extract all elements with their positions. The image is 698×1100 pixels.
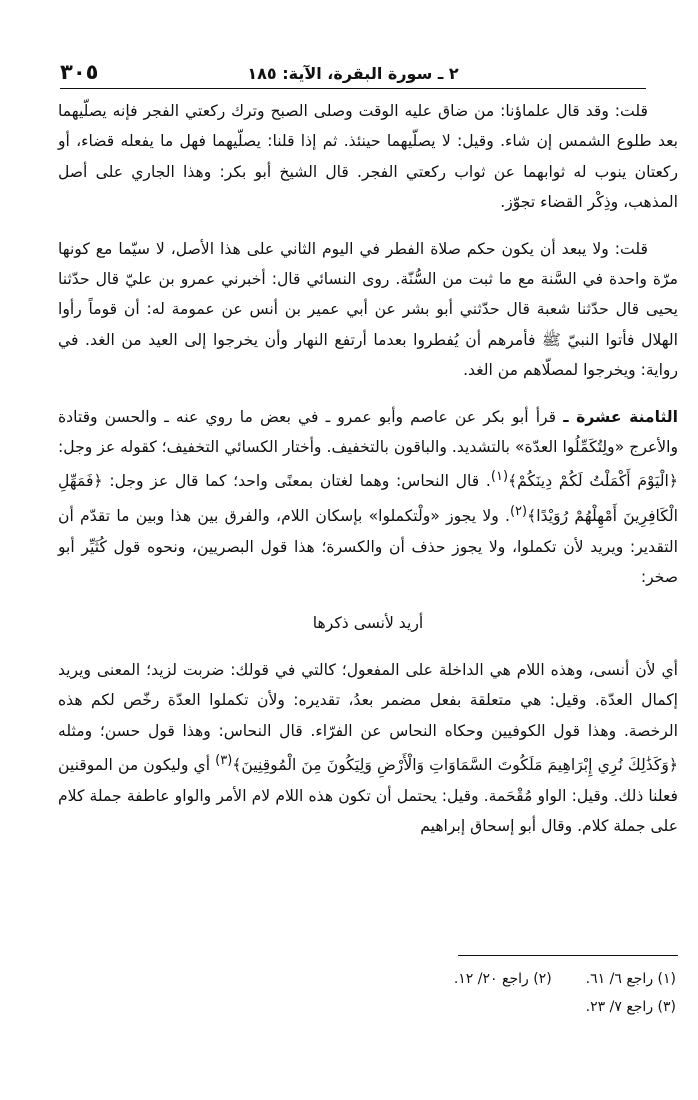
footnote-ref-1: (١) bbox=[490, 469, 509, 485]
footnote-divider bbox=[458, 955, 678, 956]
page-number: ٣٠٥ bbox=[60, 60, 99, 84]
section-eighteen bbox=[58, 402, 678, 593]
closing-paragraph bbox=[58, 655, 678, 842]
main-text bbox=[58, 96, 678, 858]
running-title: ٢ ـ سورة البقرة، الآية: ١٨٥ bbox=[247, 64, 459, 83]
footnote-1: (١) راجع ٦/ ٦١. bbox=[585, 971, 676, 987]
footnote-2: (٢) راجع ٢٠/ ١٢. bbox=[453, 971, 552, 987]
paragraph-2: قلت: ولا يبعد أن يكون حكم صلاة الفطر في اليوم الثاني على هذا الأصل، لا سيّما مع كونها مرّة واحدة في السَّنة مع ما ثبت من السُّنّة. روى النسائي قال: أخبرني عمرو بن عليّ قال حدّثنا يحيى قال حدّثنا شعبة قال حدّثني أبو بشر عن أبي عمير بن أنس عن عمومة له: أن قوماً رأوا الهلال فأتوا النبيّ ﷺ فأمرهم أن يُفطروا بعدما أرتفع النهار وأن يخرجوا إلى العيد من الغد. في رواية: ويخرجوا لمصلّاهم من الغد. bbox=[58, 239, 678, 380]
section-text-3: . ولا يجوز «ولْتكملوا» بإسكان اللام، والفرق بين هذا وبين ما تقدّم أن التقدير: ويريد لأن تكملوا، ولا يجوز حذف أن والكسرة؛ هذا قول البصريين، ونحوه قول كُثَيِّر أبو صخر: bbox=[58, 507, 678, 587]
footnote-ref-2: (٢) bbox=[509, 504, 528, 520]
footnotes bbox=[150, 965, 676, 1021]
paragraph-1: قلت: وقد قال علماؤنا: من ضاق عليه الوقت وصلى الصبح وترك ركعتي الفجر فإنه يصلّيهما بعد طلوع الشمس إن شاء. وقيل: لا يصلّيهما حينئذ. ثم إذا قلنا: يصلّيهما فهل ما يفعله قضاء، أو ركعتان ينوب له ثوابهما عن ثواب ركعتي الفجر. قال الشيخ أبو بكر: وهذا الجاري على أصل المذهب، وذِكْر القضاء تجوّز. bbox=[58, 102, 678, 212]
page-header bbox=[60, 54, 646, 89]
footnote-3: (٣) راجع ٧/ ٢٣. bbox=[585, 999, 676, 1015]
footnote-row bbox=[150, 993, 676, 1021]
closing-text-1: أي لأن أنسى، وهذه اللام هي الداخلة على المفعول؛ كالتي في قولك: ضربت لزيد؛ المعنى ويريد إكمال العدّة. وقيل: هي متعلقة بفعل مضمر بعدُ، تقديره: ولأن تكملوا العدّة رخّص لكم هذه الرخصة. وهذا قول الكوفيين وحكاه النحاس عن الفرّاء. قال النحاس: وهذا قول حسن؛ ومثله ﴿وَكَذَٰلِكَ نُرِي إِبْرَاهِيمَ مَلَكُوتَ السَّمَاوَاتِ وَالْأَرْضِ وَلِيَكُونَ مِنَ الْمُوقِنِينَ﴾ bbox=[58, 660, 678, 775]
section-title: الثامنة عشرة ـ bbox=[563, 407, 679, 426]
section-text-1: قرأ أبو بكر عن عاصم وأبو عمرو ـ في بعض ما روي عنه ـ والحسن وقتادة والأعرج «ولِتُكَمِّلُوا العدّة» بالتشديد. والباقون بالتخفيف. وأختار الكسائي التخفيف؛ كقوله عز وجل: ﴿الْيَوْمَ أَكْمَلْتُ لَكُمْ دِينَكُمْ﴾ bbox=[58, 407, 678, 491]
footnote-ref-3: (٣) bbox=[215, 753, 233, 769]
poetry-verse: أريد لأنسى ذكرها bbox=[312, 614, 424, 633]
closing-text-2: أي وليكون من الموقنين فعلنا ذلك. وقيل: الواو مُقْحَمة. وقيل: يحتمل أن تكون هذه اللام لام الأمر والواو عاطفة جملة كلام على جملة كلام. وقال أبو إسحاق إبراهيم bbox=[58, 756, 678, 836]
footnote-row bbox=[150, 965, 676, 993]
section-text-2: . قال النحاس: وهما لغتان بمعنًى واحد؛ كما قال عز وجل: ﴿فَمَهِّلِ الْكَافِرِينَ أَمْهِلْهُمْ رُوَيْدًا﴾ bbox=[58, 472, 678, 526]
